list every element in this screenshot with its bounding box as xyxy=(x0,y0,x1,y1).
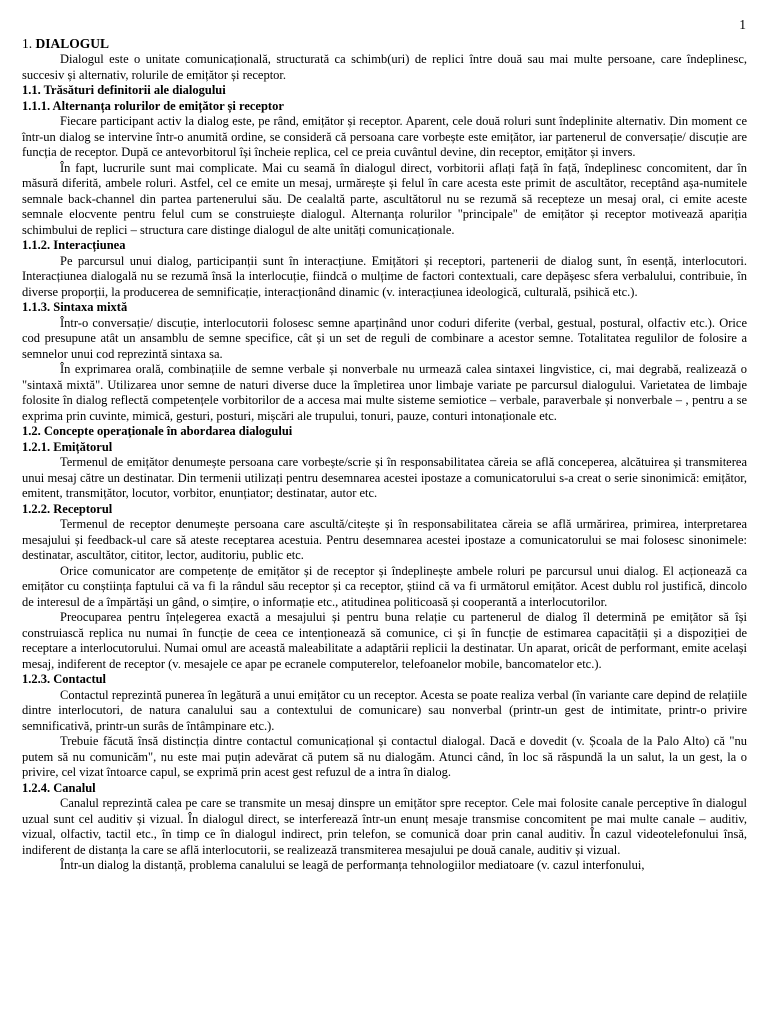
paragraph: Trebuie făcută însă distincția dintre contactul comunicațional și contactul dialogal. Dacă e dovedit (v. Școala de la Palo Alto) că "nu putem să nu comunicăm", nu este mai puțin adevărat că putem să nu dialogăm. Atunci când, în loc să răspundă la un salut, la un gest, la o privire, cel vizat întoarce capul, se exprimă prin acest gest refuzul de a intra în dialog. xyxy=(22,734,747,779)
subsection-heading: 1.1.2. Interacțiunea xyxy=(22,238,126,252)
intro-paragraph: Dialogul este o unitate comunicațională, structurată ca schimb(uri) de replici între două sau mai multe persoane, care îndeplinesc, succesiv și alternativ, rolurile de emițător și receptor. xyxy=(22,52,747,82)
subsection-heading: 1.1.1. Alternanța rolurilor de emițător și receptor xyxy=(22,98,284,113)
chapter-number: 1. xyxy=(22,36,33,51)
paragraph: Termenul de receptor denumește persoana care ascultă/citește și în responsabilitatea căreia se află urmărirea, primirea, interpretarea mesajului și feedback-ul care să ateste receptarea acestuia. Pentru desemnarea acestei ipostaze a comunicatorului se mai folosesc sinonimele: destinatar, ascultător, cititor, lector, auditoriu, public etc. xyxy=(22,517,747,562)
paragraph: Pe parcursul unui dialog, participanții sunt în interacțiune. Emițători și receptori, partenerii de dialog sunt, în esență, interlocutori. Interacțiunea dialogală nu se rezumă însă la interlocuție, fiindcă o mulțime de factori contextuali, care depășesc sfera verbalului, contribuie, în diverse proporții, la producerea de semnificație, interacționând dinamic (v. interacțiunea ideologică, culturală, psihică etc.). xyxy=(22,253,747,299)
section-heading: 1.1. Trăsături definitorii ale dialogului xyxy=(22,83,226,97)
paragraph: Preocuparea pentru înțelegerea exactă a mesajului și pentru buna relație cu partenerul de dialog îl determină pe emițător să își construiască replica nu numai în funcție de ceea ce intenționează să comunice, ci și în funcție de estimarea capacității și a dispoziției de receptare a interlocutorului. Numai omul are această maleabilitate a adaptării replicii la destinatar. Un aparat, oricât de performant, emite același mesaj, indiferent de receptor (v. mesajele ce apar pe ecranele computerelor, telefoanelor mobile, bancomatelor etc.). xyxy=(22,610,747,671)
chapter-title-text: DIALOGUL xyxy=(35,36,110,51)
paragraph: Într-un dialog la distanță, problema canalului se leagă de performanța tehnologiilor mediatoare (v. cazul interfonului, xyxy=(60,858,645,872)
paragraph: În exprimarea orală, combinațiile de semne verbale și nonverbale nu urmează calea sintaxei lingvistice, ci, mai degrabă, realizează o "sintaxă mixtă". Utilizarea unor semne de naturi diverse duce la împletirea unor limbaje variate pe parcursul dialogului. Varietatea de limbaje folosite în dialog reflectă competențele vorbitorilor de a accesa mai multe sisteme semiotice – verbale, paraverbale și nonverbale – , pentru a se exprima prin cuvinte, mimică, gesturi, posturi, mișcări ale trupului, tonuri, pauze, conturi intonaționale etc. xyxy=(22,362,747,423)
paragraph: Fiecare participant activ la dialog este, pe rând, emițător și receptor. Aparent, cele două roluri sunt îndeplinite alternativ. Din moment ce într-un dialog se intervine într-o anumită ordine, se consideră că persoana care vorbește este emițător, iar partenerul de conversație/ discuție are funcția de receptor. După ce antevorbitorul își încheie replica, cel ce preia cuvântul devine, din receptor, emițător și invers. xyxy=(22,114,747,159)
paragraph: Contactul reprezintă punerea în legătură a unui emițător cu un receptor. Acesta se poate realiza verbal (în variante care depind de relațiile dintre interlocutori, de natura canalului sau a contextului de comunicare) sau nonverbal (printr-un gest de intimitate, printr-o privire semnificativă, printr-un surâs de întâmpinare etc.). xyxy=(22,687,747,733)
paragraph: Orice comunicator are competențe de emițător și de receptor și îndeplinește ambele roluri pe parcursul unui dialog. El acționează ca emițător cu conștiința faptului că va fi la rândul său receptor și ca receptor, știind că va fi următorul emițător. Acest dublu rol justifică, dincolo de interesul de a împărtăși un gând, o simțire, o informație etc., atitudinea politicoasă și cooperantă a interlocutorilor. xyxy=(22,563,747,609)
subsection-heading: 1.2.4. Canalul xyxy=(22,780,96,795)
paragraph: Canalul reprezintă calea pe care se transmite un mesaj dinspre un emițător spre receptor. Cele mai folosite canale perceptive în dialogul uzual sunt cel auditiv și vizual. În dialogul direct, se interferează într-un enunț mesaje transmise concomitent pe mai multe canale – auditiv, vizual, olfactiv, tactil etc., în timp ce în dialogul indirect, prin telefon, se comunică doar prin canal auditiv. În cazul videotelefonului însă, indiferent de distanța la care se află interlocutorii, se realizează transmiterea mesajului pe două canale, auditiv și vizual. xyxy=(22,796,747,857)
subsection-heading: 1.2.1. Emițătorul xyxy=(22,439,113,454)
paragraph: În fapt, lucrurile sunt mai complicate. Mai cu seamă în dialogul direct, vorbitorii aflați față în față, îndeplinesc concomitent, dar în măsură diferită, ambele roluri. Astfel, cel ce emite un mesaj, urmărește și felul în care acesta este primit de ascultător, receptând așa-numitele semnale back-channel din partea partenerului său. De cealaltă parte, ascultătorul nu se rezumă să recepteze un mesaj oral, ci emite aceste semnale elocvente pentru felul cum se construiește dialogul. Alternanța rolurilor "principale" de emițător și receptor motivează apariția schimbului de replici – structura care distinge dialogul de alte unități comunicaționale. xyxy=(22,160,747,237)
chapter-title xyxy=(22,36,747,52)
paragraph: Termenul de emițător denumește persoana care vorbește/scrie și în responsabilitatea căreia se află conceperea, alcătuirea și transmiterea unui mesaj către un destinatar. Din termenii utilizați pentru desemnarea acestei ipostaze a comunicatorului s-a creat o serie sinonimică: emițător, emitent, transmițător, locutor, vorbitor, enunțiator; destinatar, autor etc. xyxy=(22,455,747,500)
subsection-heading: 1.2.3. Contactul xyxy=(22,672,107,686)
subsection-heading: 1.1.3. Sintaxa mixtă xyxy=(22,300,128,314)
section-heading: 1.2. Concepte operaționale în abordarea dialogului xyxy=(22,424,293,438)
paragraph: Într-o conversație/ discuție, interlocutorii folosesc semne aparținând unor coduri diferite (verbal, gestual, postural, olfactiv etc.). Orice cod presupune atât un ansamblu de semne specifice, cât și un set de reguli de combinare a acestor semne. Totalitatea regulilor de folosire a semnelor unui cod reprezintă sintaxa sa. xyxy=(22,315,747,361)
page-number: 1 xyxy=(739,17,746,32)
subsection-heading: 1.2.2. Receptorul xyxy=(22,501,113,516)
document-body xyxy=(22,36,747,874)
